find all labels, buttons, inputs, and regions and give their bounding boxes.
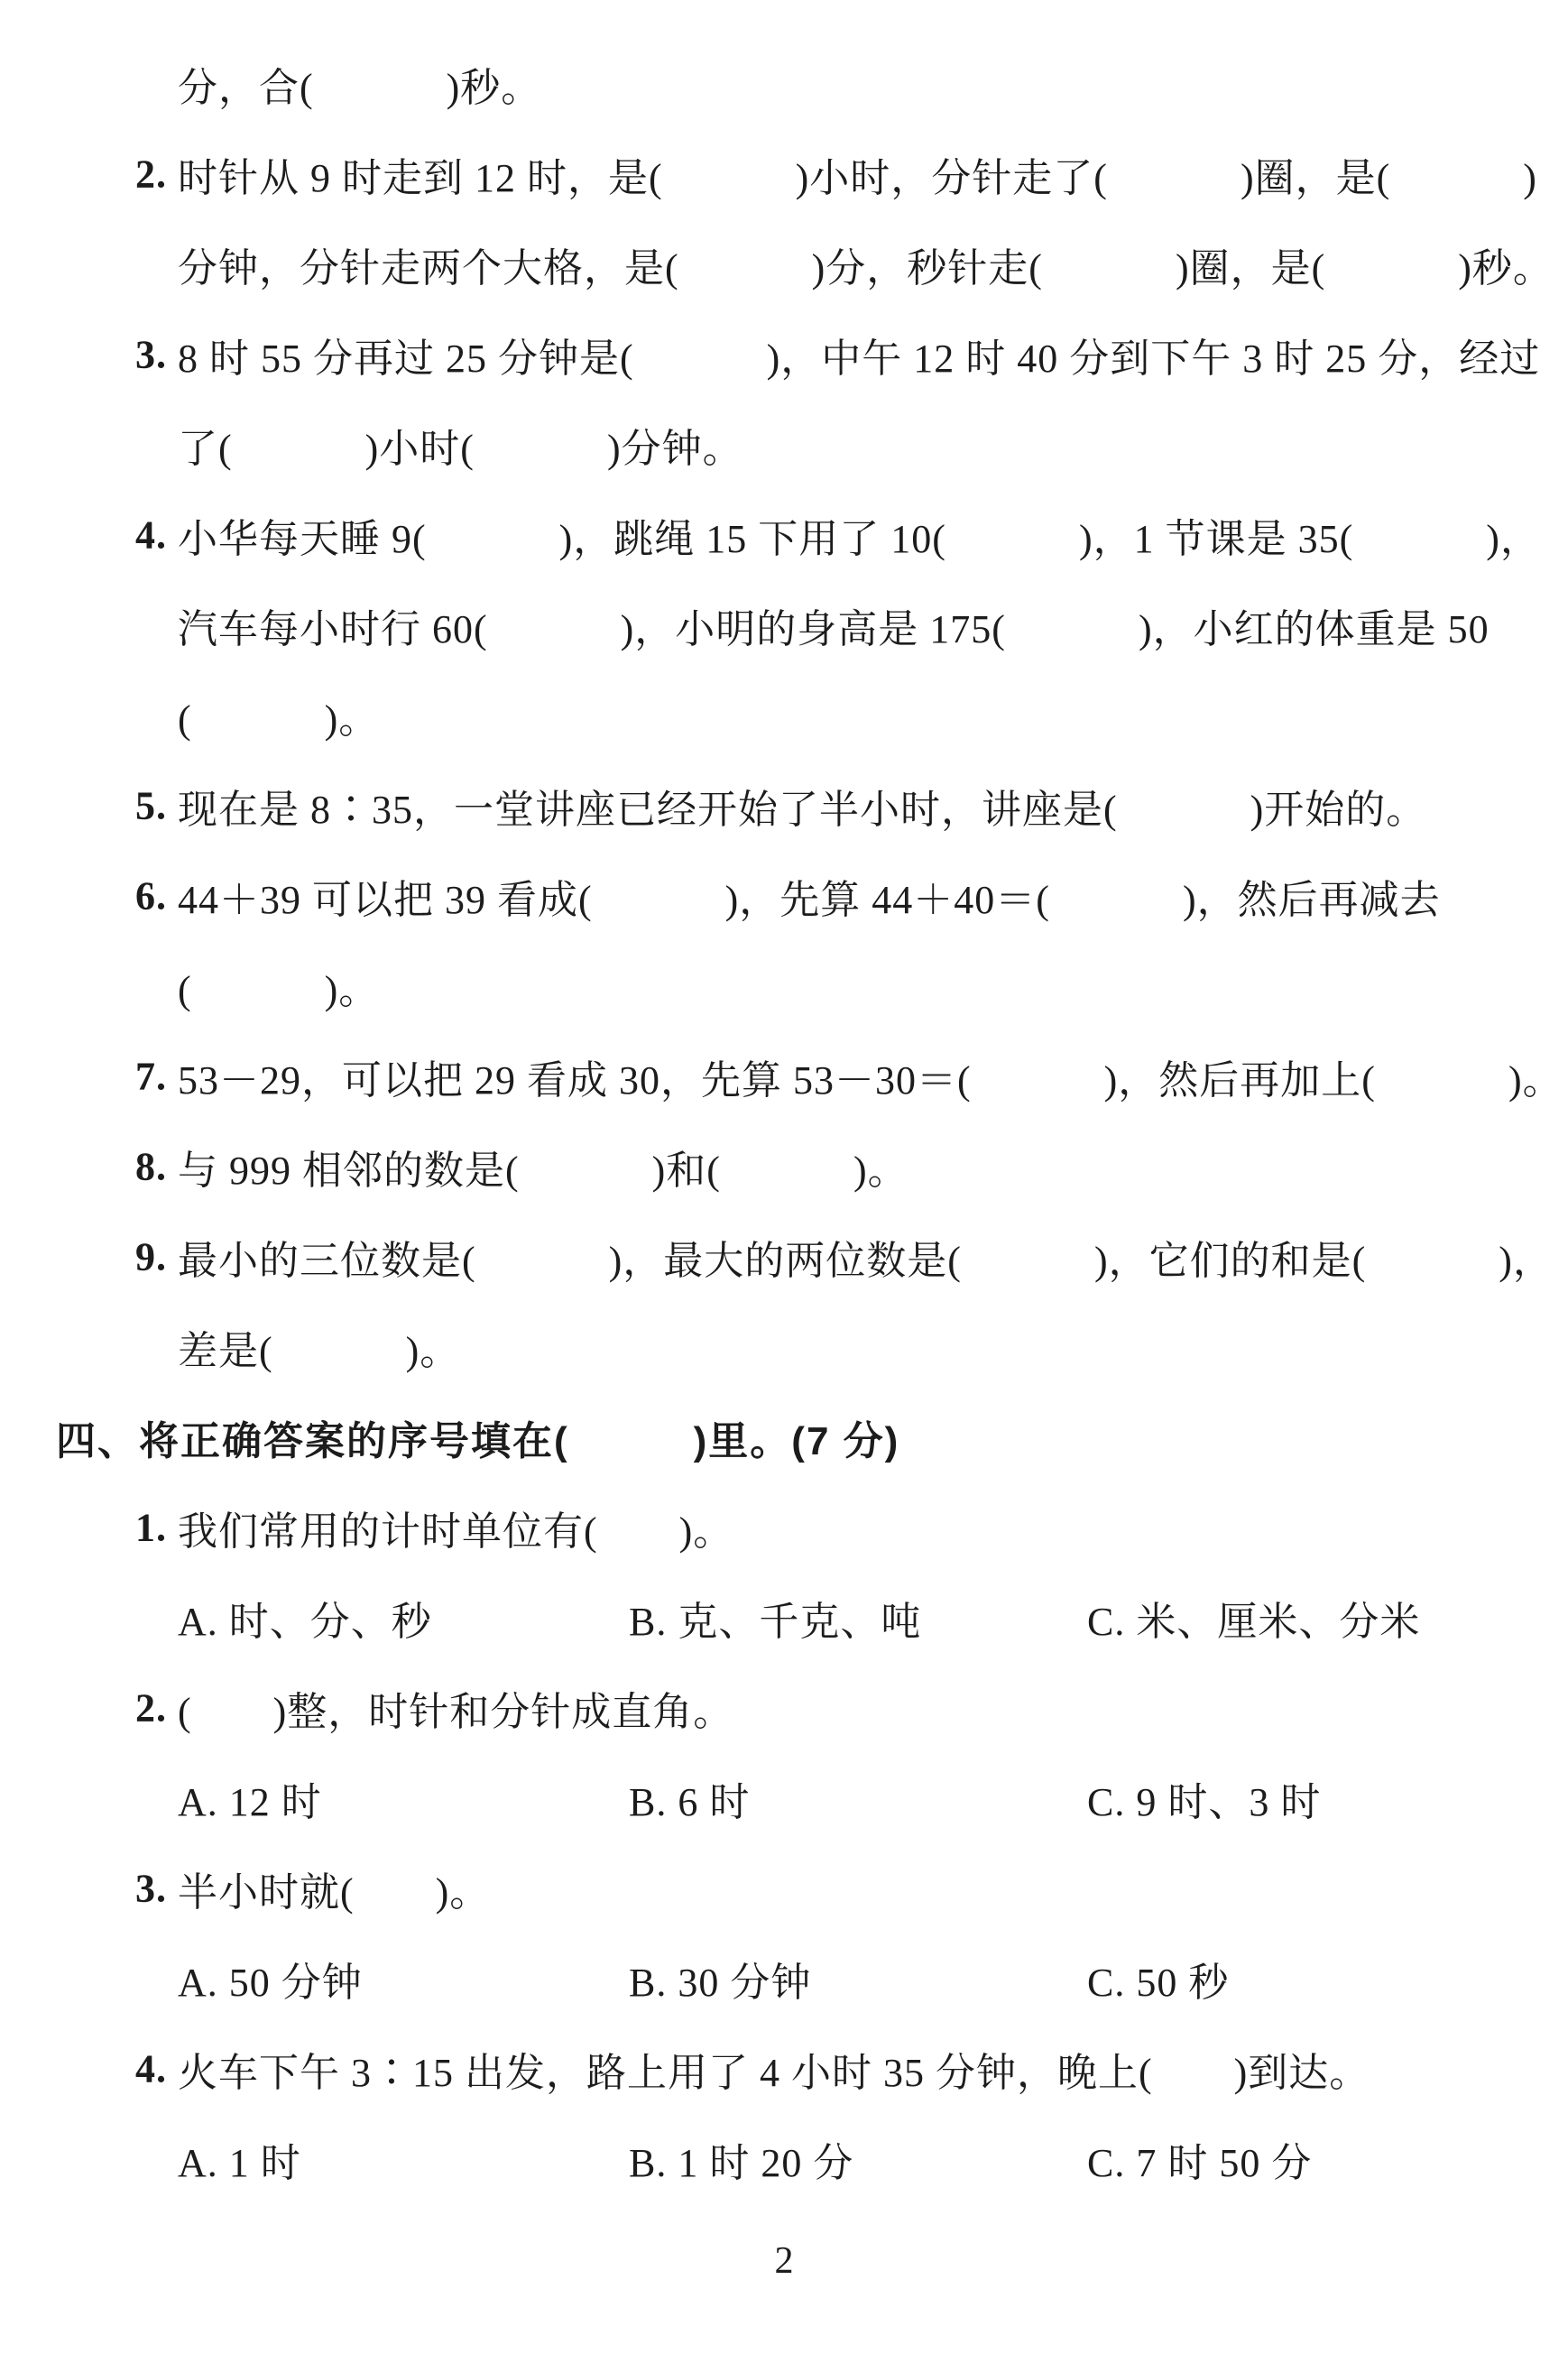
option-c: C. 50 秒: [1087, 1961, 1230, 2005]
question-item: [0, 490, 1568, 580]
question-text: 44＋39 可以把 39 看成( )，先算 44＋40＝( )，然后再减去: [178, 878, 1441, 922]
option-c: C. 7 时 50 分: [1087, 2141, 1313, 2185]
worksheet-line: [0, 670, 1568, 761]
section-heading-row: [0, 1392, 1568, 1482]
worksheet-body: [0, 39, 1568, 2204]
options-row: [0, 2114, 1568, 2204]
question-item: [0, 1843, 1568, 1934]
question-text: 时针从 9 时走到 12 时，是( )小时，分针走了( )圈，是( ): [178, 156, 1537, 200]
section-heading: 四、将正确答案的序号填在( )里。(7 分): [56, 1419, 900, 1463]
question-number: 3.: [135, 1866, 167, 1911]
page-number: 2: [774, 2240, 794, 2282]
option-b: B. 1 时 20 分: [629, 2141, 854, 2185]
worksheet-line: [0, 219, 1568, 309]
question-item: [0, 1212, 1568, 1302]
option-a: A. 50 分钟: [178, 1961, 363, 2005]
line-text: ( )。: [178, 968, 380, 1012]
option-b: B. 克、千克、吨: [629, 1600, 922, 1644]
question-number: 4.: [135, 2046, 167, 2091]
worksheet-line: [0, 39, 1568, 129]
question-item: [0, 129, 1568, 219]
options-row: [0, 1573, 1568, 1663]
line-text: 汽车每小时行 60( )，小明的身高是 175( )，小红的体重是 50: [178, 607, 1490, 651]
question-text: 火车下午 3∶15 出发，路上用了 4 小时 35 分钟，晚上( )到达。: [178, 2051, 1370, 2095]
line-text: 了( )小时( )分钟。: [178, 427, 743, 471]
question-number: 8.: [135, 1144, 167, 1189]
line-text: ( )。: [178, 697, 380, 742]
question-number: 5.: [135, 783, 167, 828]
question-number: 2.: [135, 1685, 167, 1731]
worksheet-line: [0, 941, 1568, 1031]
options-row: [0, 1753, 1568, 1843]
question-item: [0, 2024, 1568, 2114]
question-text: 半小时就( )。: [178, 1870, 491, 1915]
option-b: B. 30 分钟: [629, 1961, 812, 2005]
option-a: A. 1 时: [178, 2141, 301, 2185]
option-c: C. 9 时、3 时: [1087, 1780, 1322, 1824]
question-number: 9.: [135, 1234, 167, 1279]
line-text: 分，合( )秒。: [178, 66, 542, 110]
option-c: C. 米、厘米、分米: [1087, 1600, 1421, 1644]
question-text: 8 时 55 分再过 25 分钟是( )，中午 12 时 40 分到下午 3 时 25 分，经过: [178, 337, 1541, 381]
question-item: [0, 309, 1568, 400]
line-text: 分钟，分针走两个大格，是( )分，秒针走( )圈，是( )秒。: [178, 246, 1554, 291]
question-number: 2.: [135, 152, 167, 197]
question-text: 与 999 相邻的数是( )和( )。: [178, 1149, 909, 1193]
question-item: [0, 1121, 1568, 1212]
option-a: A. 12 时: [178, 1780, 322, 1824]
question-item: [0, 1482, 1568, 1573]
question-text: 现在是 8∶35，一堂讲座已经开始了半小时，讲座是( )开始的。: [178, 788, 1427, 832]
options-row: [0, 1934, 1568, 2024]
question-number: 4.: [135, 512, 167, 558]
question-number: 1.: [135, 1505, 167, 1550]
worksheet-line: [0, 580, 1568, 670]
question-text: 最小的三位数是( )，最大的两位数是( )，它们的和是( )，: [178, 1239, 1554, 1283]
question-item: [0, 1031, 1568, 1121]
question-item: [0, 761, 1568, 851]
question-number: 3.: [135, 332, 167, 377]
question-item: [0, 851, 1568, 941]
question-item: [0, 1663, 1568, 1753]
question-number: 6.: [135, 873, 167, 918]
line-text: 差是( )。: [178, 1329, 461, 1373]
question-text: ( )整，时针和分针成直角。: [178, 1690, 734, 1734]
worksheet-line: [0, 400, 1568, 490]
question-text: 小华每天睡 9( )，跳绳 15 下用了 10( )，1 节课是 35( )，: [178, 517, 1541, 561]
question-number: 7.: [135, 1054, 167, 1099]
worksheet-line: [0, 1302, 1568, 1392]
option-b: B. 6 时: [629, 1780, 751, 1824]
option-a: A. 时、分、秒: [178, 1600, 432, 1644]
question-text: 我们常用的计时单位有( )。: [178, 1509, 734, 1554]
question-text: 53－29，可以把 29 看成 30，先算 53－30＝( )，然后再加上( )。: [178, 1058, 1563, 1103]
